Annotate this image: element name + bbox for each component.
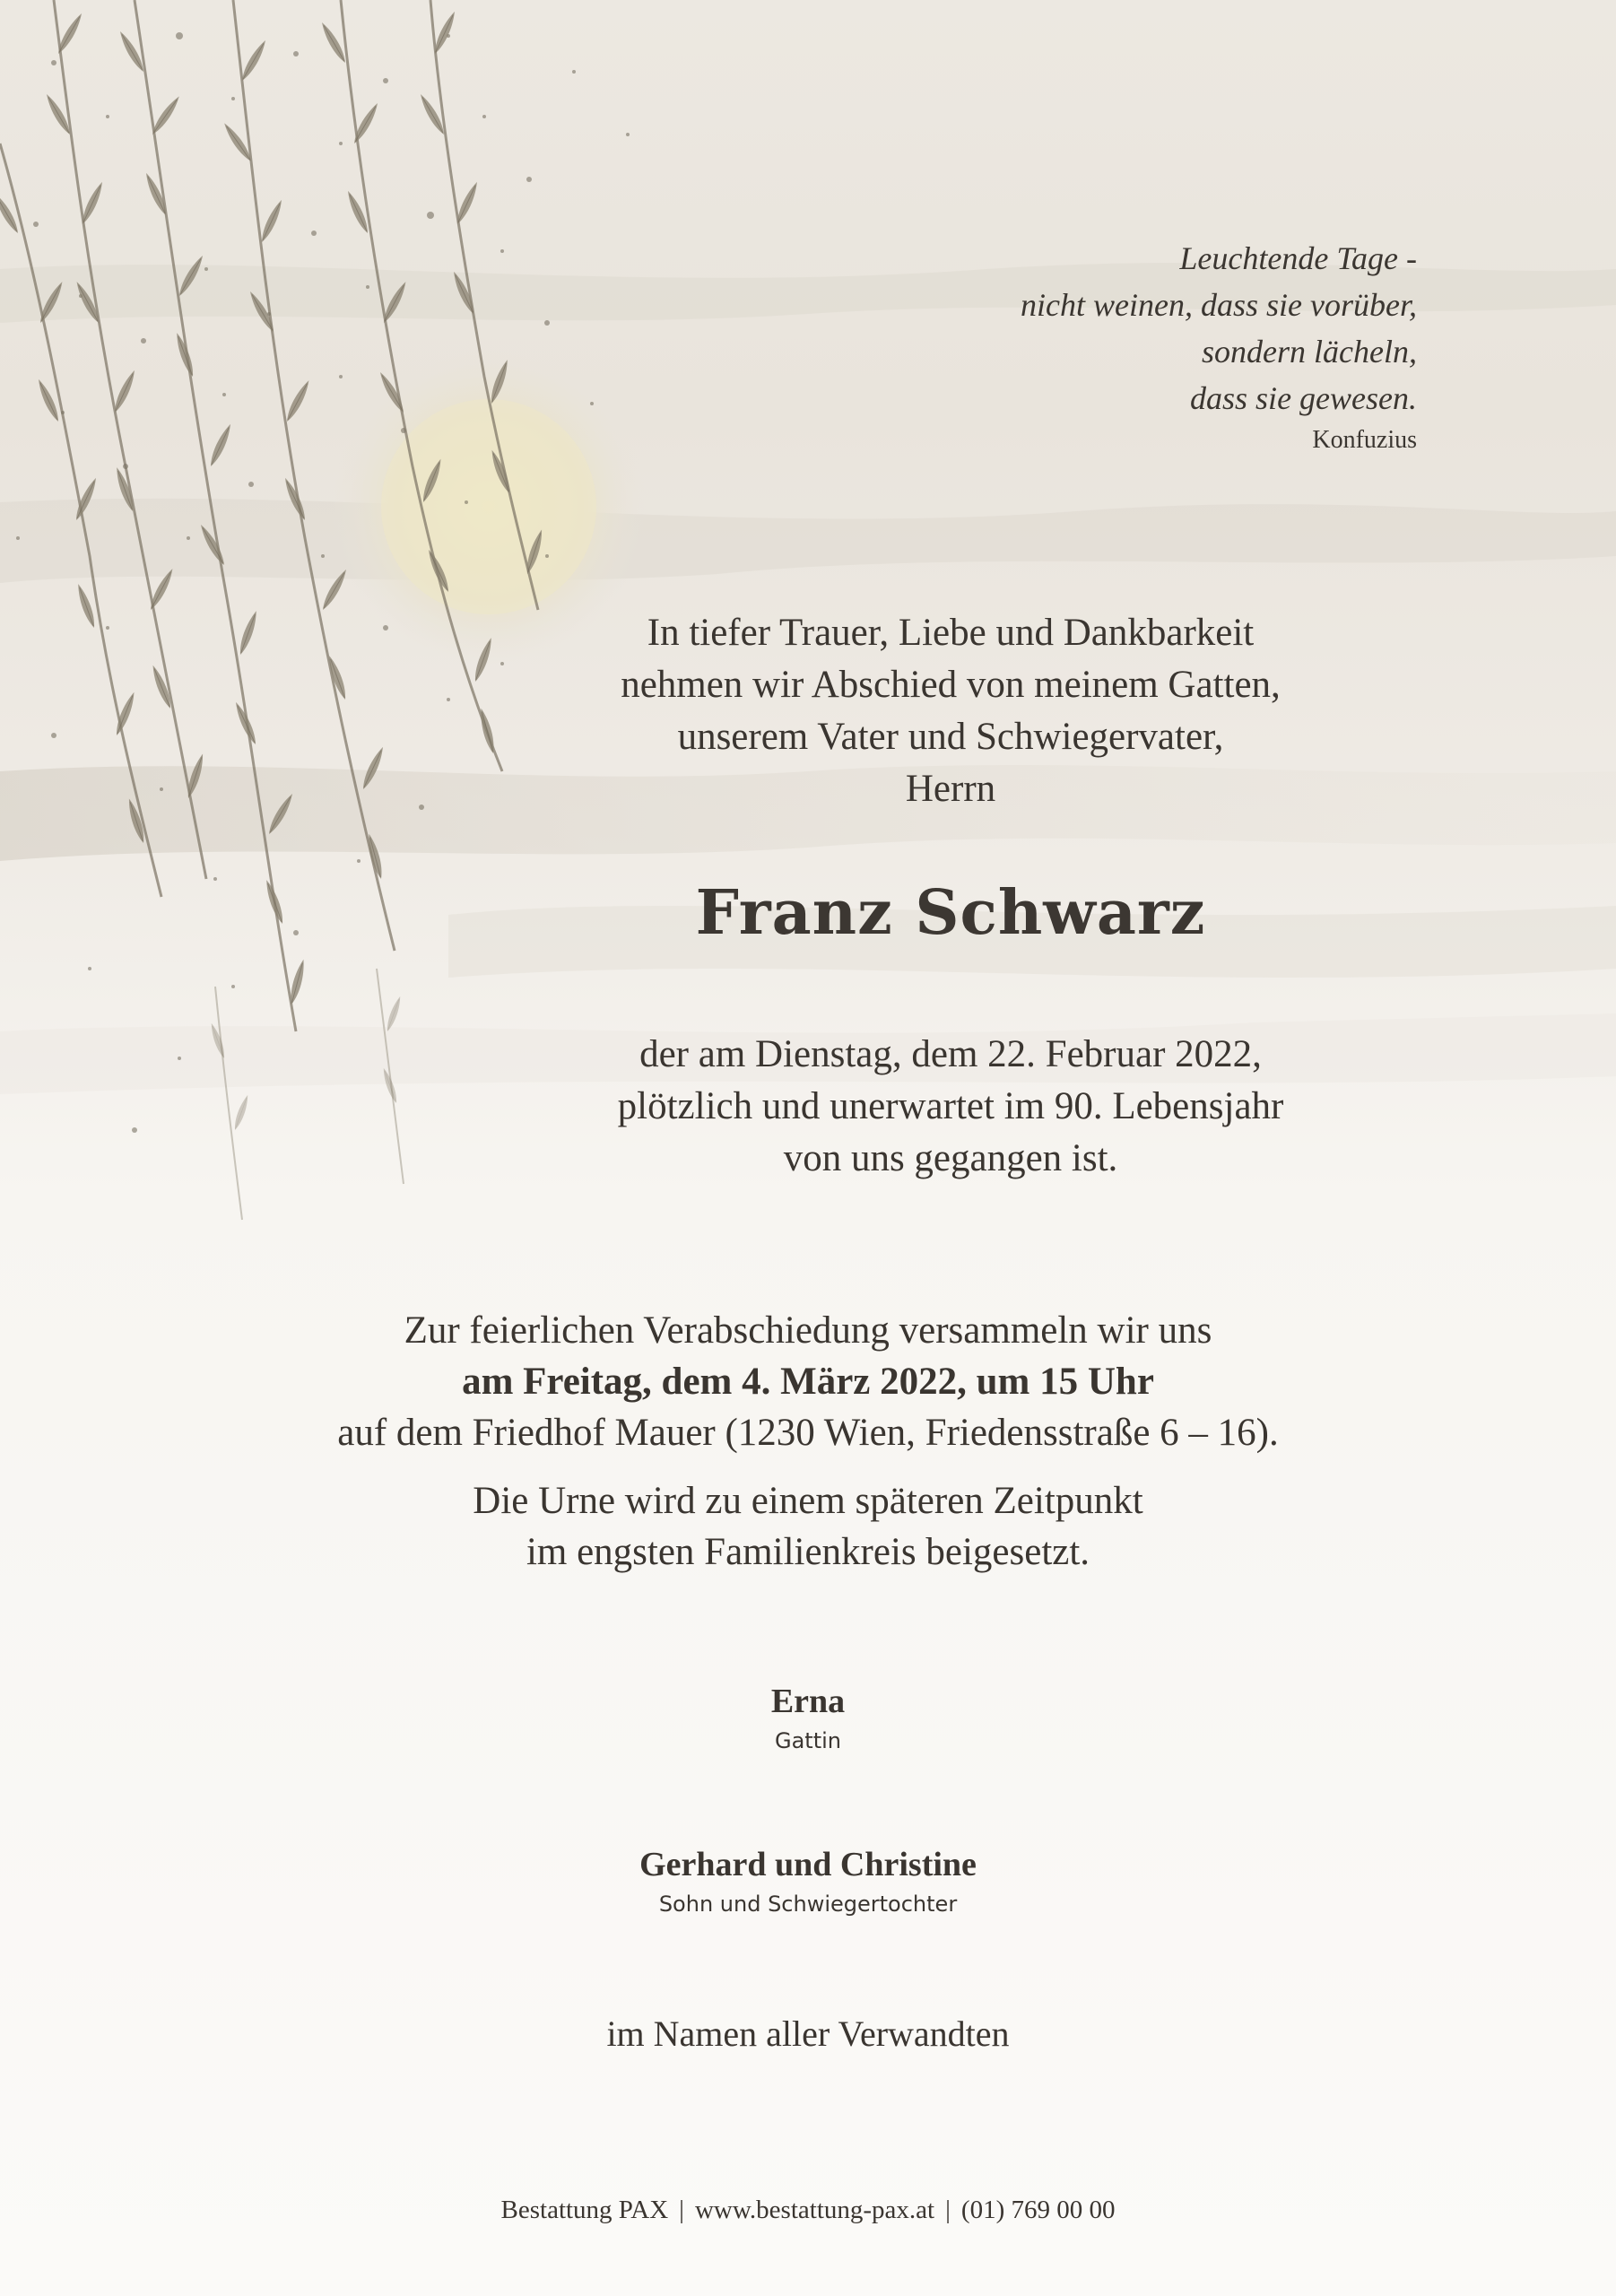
deceased-name: Franz Schwarz	[695, 877, 1206, 949]
urn-line: im engsten Familienkreis beigesetzt.	[526, 1531, 1090, 1573]
death-notice-line: von uns gegangen ist.	[783, 1137, 1118, 1179]
intro-text	[538, 607, 1363, 815]
ceremony-location: auf dem Friedhof Mauer (1230 Wien, Friedensstraße 6 – 16).	[337, 1412, 1279, 1454]
footer-company: Bestattung PAX	[500, 2196, 669, 2224]
quote-line: dass sie gewesen.	[1190, 380, 1417, 416]
intro-line: nehmen wir Abschied von meinem Gatten,	[621, 664, 1281, 706]
death-notice	[538, 1029, 1363, 1185]
urn-line: Die Urne wird zu einem späteren Zeitpunkt	[473, 1480, 1143, 1522]
mourner-relation: Sohn und Schwiegertochter	[658, 1892, 958, 1917]
intro-line: unserem Vater und Schwiegervater,	[677, 716, 1224, 758]
footer-separator: |	[945, 2196, 951, 2224]
footer-separator: |	[679, 2196, 684, 2224]
mourner-relation: Gattin	[774, 1728, 841, 1753]
mourner-entry	[251, 1679, 1365, 1758]
urn-notice	[251, 1475, 1365, 1578]
footer	[251, 2192, 1365, 2228]
quote-author: Konfuzius	[1312, 426, 1417, 454]
quote-line: Leuchtende Tage -	[1179, 240, 1417, 276]
death-notice-line: der am Dienstag, dem 22. Februar 2022,	[639, 1033, 1262, 1075]
intro-line: In tiefer Trauer, Liebe und Dankbarkeit	[647, 612, 1255, 654]
ceremony-info	[251, 1305, 1365, 1458]
mourner-name: Erna	[770, 1683, 846, 1720]
footer-phone: (01) 769 00 00	[960, 2196, 1116, 2224]
quote-block	[1021, 235, 1417, 459]
footer-website-link[interactable]: www.bestattung-pax.at	[694, 2196, 935, 2224]
quote-line: sondern lächeln,	[1202, 334, 1417, 370]
intro-line: Herrn	[905, 768, 996, 810]
ceremony-date: am Freitag, dem 4. März 2022, um 15 Uhr	[462, 1361, 1154, 1403]
mourner-name: Gerhard und Christine	[639, 1846, 977, 1883]
ceremony-line: Zur feierlichen Verabschiedung versammeln wir uns	[404, 1309, 1212, 1352]
quote-line: nicht weinen, dass sie vorüber,	[1021, 287, 1417, 323]
mourner-entry	[251, 1842, 1365, 1921]
death-notice-line: plötzlich und unerwartet im 90. Lebensjahr	[617, 1085, 1284, 1127]
relatives-line: im Namen aller Verwandten	[606, 2013, 1010, 2054]
